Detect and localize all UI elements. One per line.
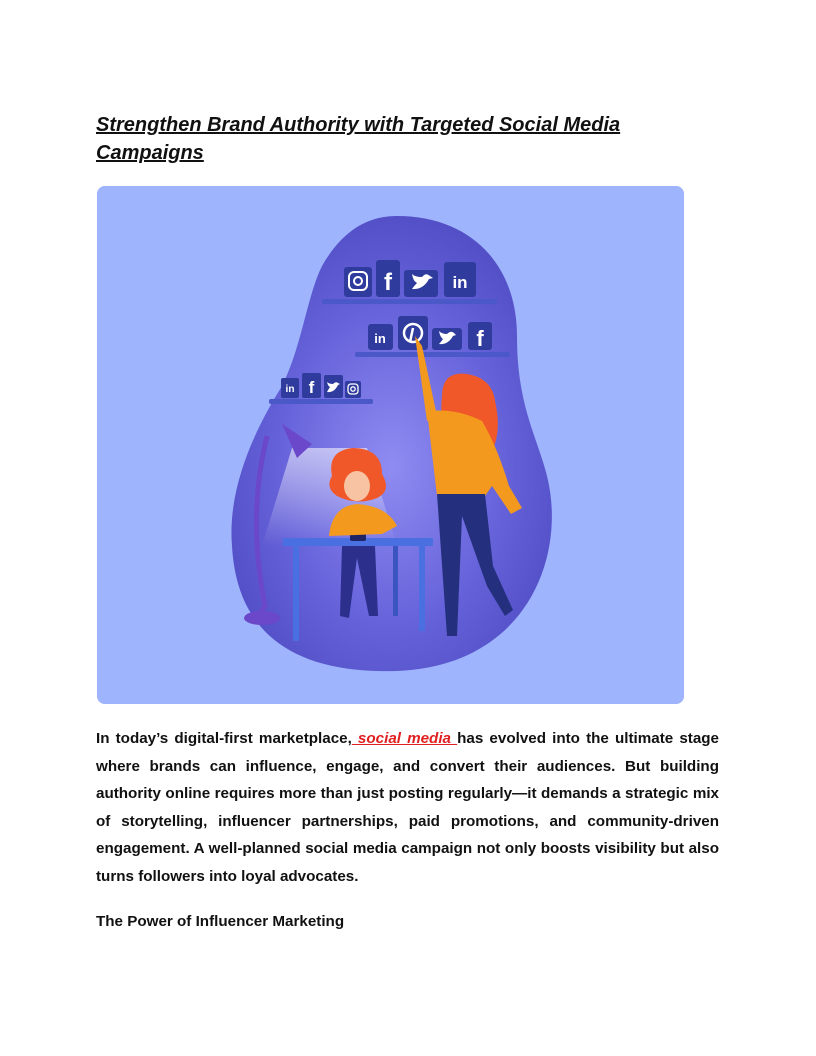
linkedin-icon: [281, 378, 299, 398]
pinterest-icon: [398, 316, 428, 350]
twitter-icon: [324, 375, 343, 398]
twitter-icon: [404, 270, 438, 297]
svg-text:f: f: [308, 378, 315, 397]
shelf-middle: [355, 352, 510, 357]
paragraph-lead: In today’s digital-first marketplace,: [96, 730, 352, 747]
shelf-top: [322, 299, 497, 304]
social-media-illustration: [97, 186, 684, 704]
linkedin-icon: [444, 262, 476, 297]
linkedin-icon: [368, 324, 393, 350]
twitter-icon: [432, 328, 462, 350]
facebook-icon: [302, 373, 321, 398]
social-media-link[interactable]: social media: [351, 730, 458, 747]
section-heading: The Power of Influencer Marketing: [96, 913, 345, 930]
instagram-icon: [345, 381, 361, 398]
svg-text:f: f: [476, 326, 484, 351]
page-title: Strengthen Brand Authority with Targeted Social Media Campaigns: [96, 114, 621, 164]
paragraph-rest: has evolved into the ultimate stage where brands can influence, engage, and convert their audiences. But building authority online requires more than just posting regularly—it demands a strategic mix of storytelling, influencer partnerships, paid promotions, and community-driven engagement. A well-planned social media campaign not only boosts visibility but also turns followers into loyal advocates.: [96, 730, 719, 885]
svg-text:f: f: [384, 269, 392, 296]
hero-illustration: [97, 186, 684, 704]
intro-paragraph: [96, 725, 719, 891]
svg-text:in: in: [374, 331, 386, 346]
facebook-icon: [468, 322, 492, 351]
facebook-icon: [376, 260, 400, 297]
svg-text:in: in: [285, 384, 295, 395]
svg-text:in: in: [452, 273, 468, 292]
instagram-icon: [344, 267, 372, 297]
shelf-left: [269, 399, 373, 404]
